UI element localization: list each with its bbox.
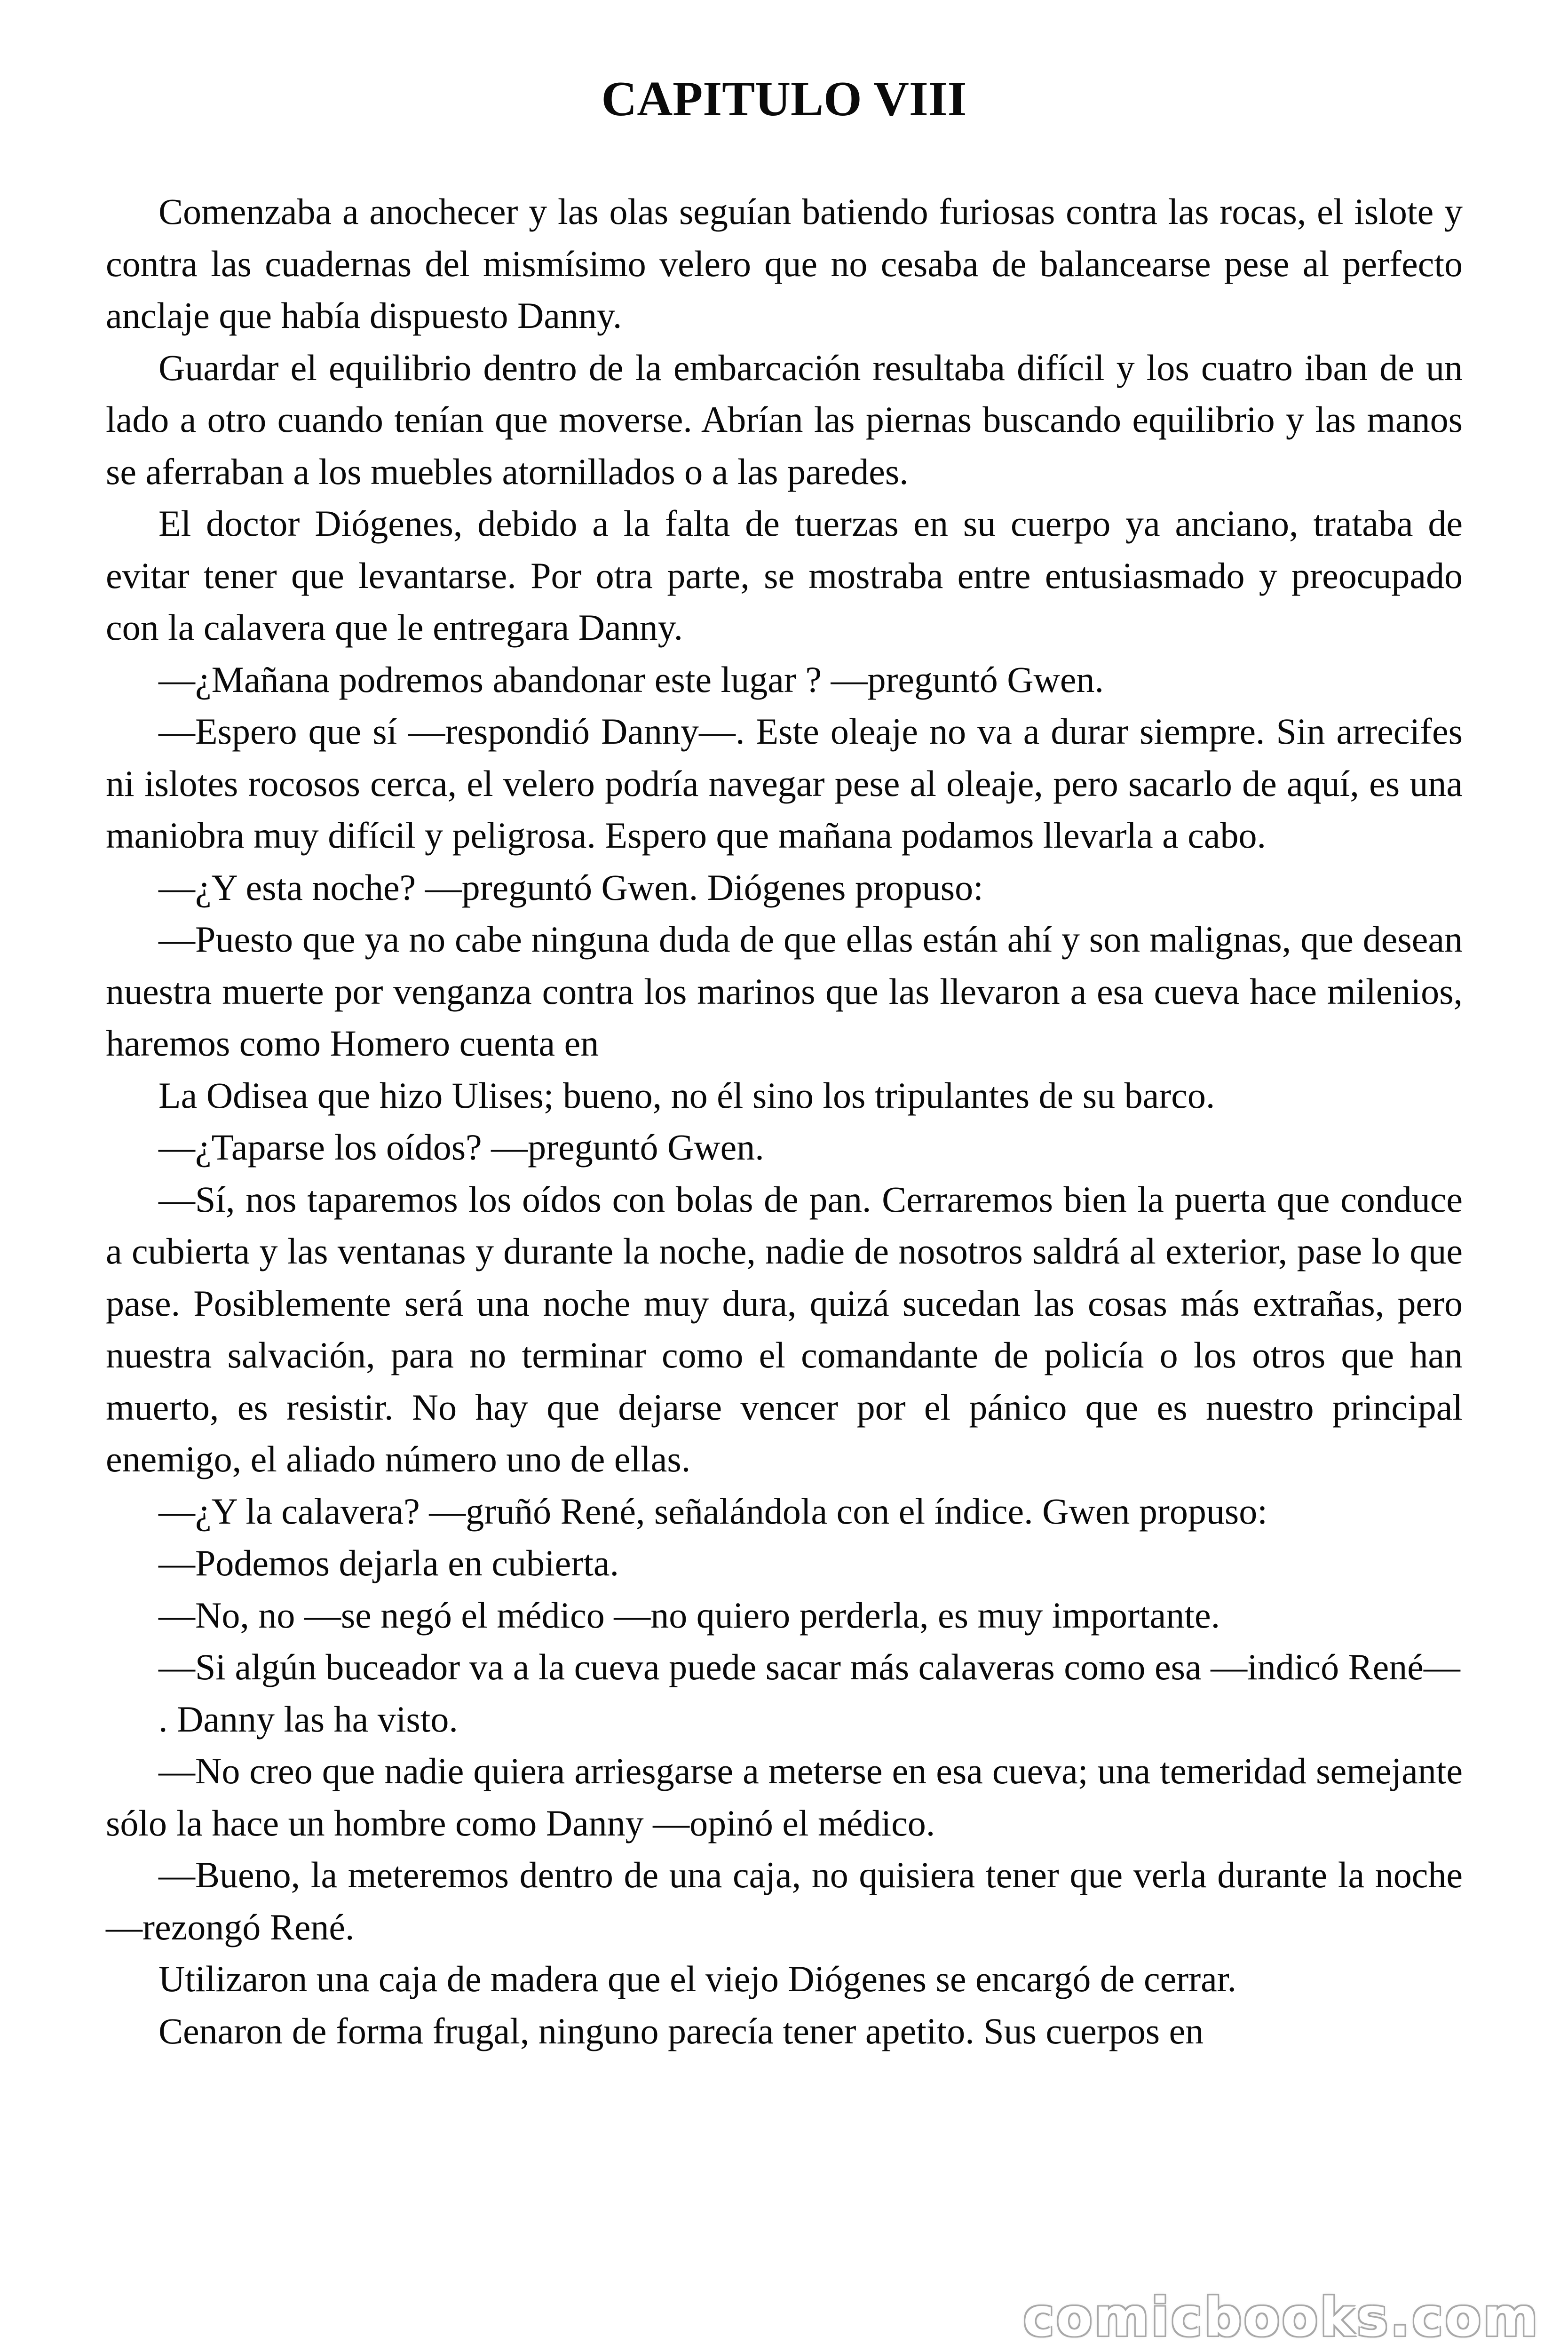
paragraph: Comenzaba a anochecer y las olas seguían batiendo furiosas contra las rocas, el islote y contra las cuadernas del mismísimo velero que no cesaba de balancearse pese al perfecto anclaje que había dispuesto Danny. [106,191,1463,336]
dialogue-line: —¿Taparse los oídos? —preguntó Gwen. [158,1127,764,1168]
dialogue-line: —Sí, nos taparemos los oídos con bolas de pan. Cerraremos bien la puerta que conduce a cubierta y las ventanas y durante la noche, nadie de nosotros saldrá al exterior, pase lo que pase. Posiblemente será una noche muy dura, quizá sucedan las cosas más extrañas, pero nuestra salvación, para no terminar como el comandante de policía o los otros que han muerto, es resistir. No hay que dejarse vencer por el pánico que es nuestro principal enemigo, el aliado número uno de ellas. [106,1178,1463,1479]
chapter-title: CAPITULO VIII [601,71,967,126]
paragraph: El doctor Diógenes, debido a la falta de tuerzas en su cuerpo ya anciano, trataba de evitar tener que levantarse. Por otra parte, se mostraba entre entusiasmado y preocupado con la calavera que le entregara Danny. [106,503,1463,648]
dialogue-line: —¿Mañana podremos abandonar este lugar ? —preguntó Gwen. [158,659,1104,700]
paragraph: . Danny las ha visto. [158,1698,458,1740]
dialogue-line: —¿Y la calavera? —gruñó René, señalándola con el índice. Gwen propuso: [158,1490,1267,1532]
paragraph: Guardar el equilibrio dentro de la embarcación resultaba difícil y los cuatro iban de un lado a otro cuando tenían que moverse. Abrían las piernas buscando equilibrio y las manos se aferraban a los muebles atornillados o a las paredes. [106,347,1463,492]
watermark: comicbooks.com [1023,2287,1540,2348]
paragraph: Cenaron de forma frugal, ninguno parecía tener apetito. Sus cuerpos en [158,2010,1204,2051]
paragraph: Utilizaron una caja de madera que el viejo Diógenes se encargó de cerrar. [158,1958,1236,1999]
dialogue-line: —Puesto que ya no cabe ninguna duda de que ellas están ahí y son malignas, que desean nuestra muerte por venganza contra los marinos que las llevaron a esa cueva hace milenios, haremos como Homero cuenta en [106,919,1463,1064]
dialogue-line: —Podemos dejarla en cubierta. [158,1542,619,1583]
dialogue-line: —¿Y esta noche? —preguntó Gwen. Diógenes propuso: [158,866,983,908]
chapter-body [106,186,1463,2057]
paragraph: La Odisea que hizo Ulises; bueno, no él sino los tripulantes de su barco. [158,1074,1215,1116]
dialogue-line: —No, no —se negó el médico —no quiero perderla, es muy importante. [158,1594,1220,1636]
dialogue-line: —No creo que nadie quiera arriesgarse a meterse en esa cueva; una temeridad semejante sólo la hace un hombre como Danny —opinó el médico. [106,1750,1463,1843]
dialogue-line: —Bueno, la meteremos dentro de una caja, no quisiera tener que verla durante la noche —rezongó René. [106,1854,1463,1947]
dialogue-line: —Si algún buceador va a la cueva puede sacar más calaveras como esa —indicó René— [158,1646,1460,1687]
dialogue-line: —Espero que sí —respondió Danny—. Este oleaje no va a durar siempre. Sin arrecifes ni islotes rocosos cerca, el velero podría navegar pese al oleaje, pero sacarlo de aquí, es una maniobra muy difícil y peligrosa. Espero que mañana podamos llevarla a cabo. [106,711,1463,856]
